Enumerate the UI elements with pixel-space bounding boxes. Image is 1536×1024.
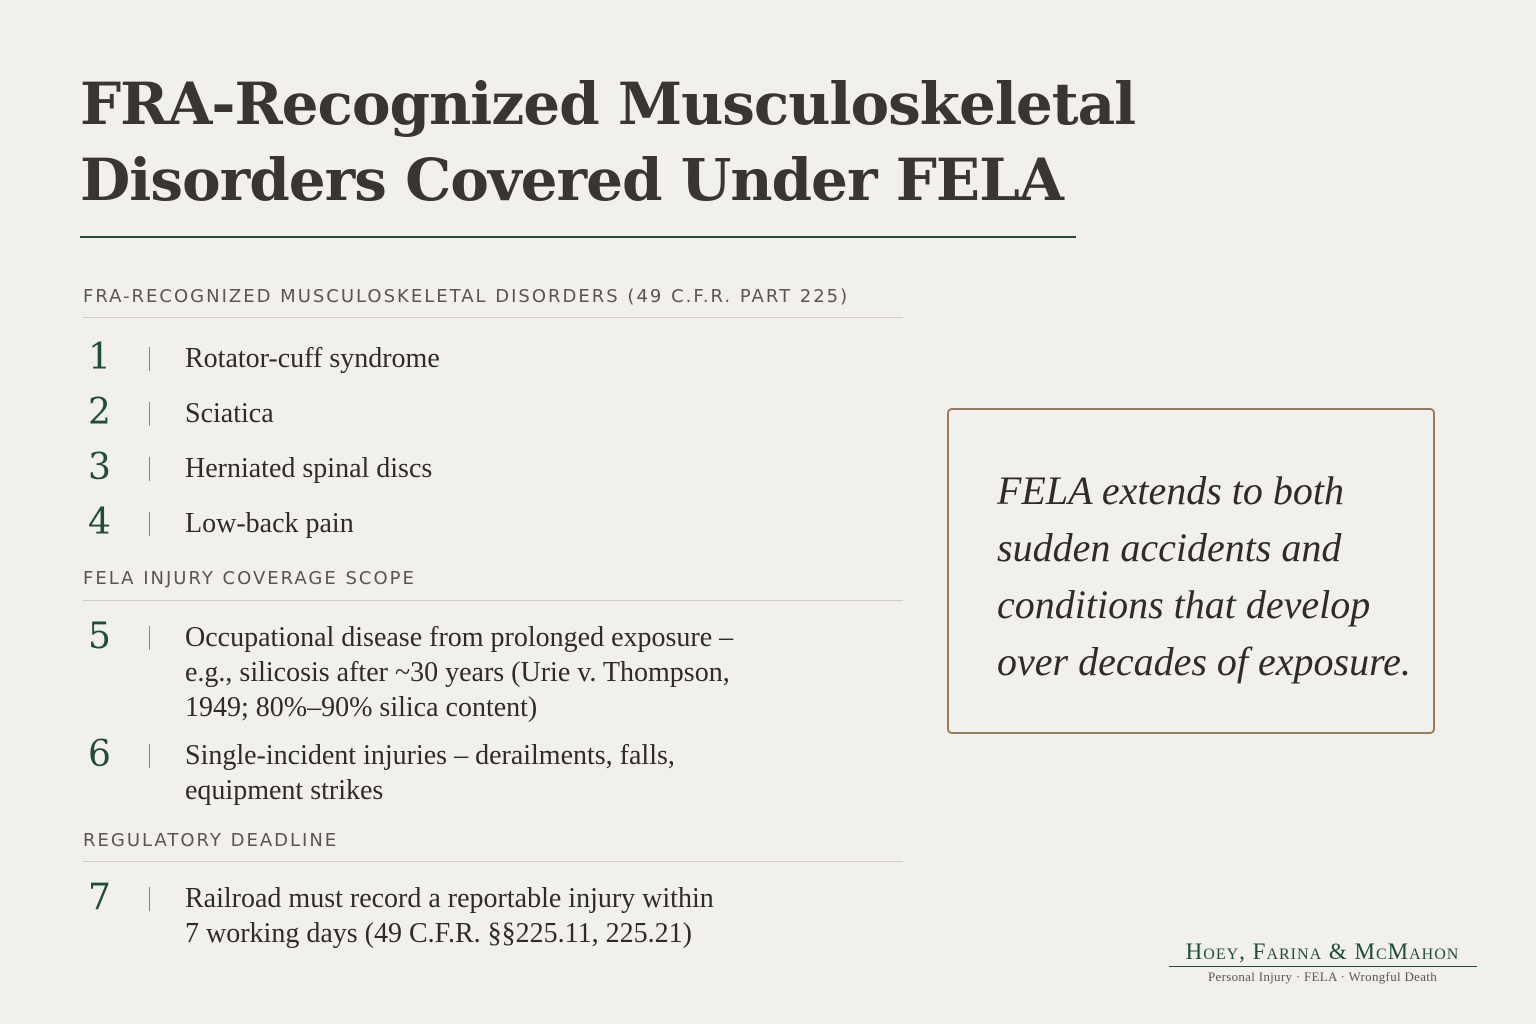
- title-divider: [80, 236, 1076, 238]
- section-header-coverage: FELA INJURY COVERAGE SCOPE: [83, 568, 416, 589]
- item-separator: [149, 402, 150, 426]
- item-number: 2: [88, 392, 111, 433]
- item-separator: [149, 457, 150, 481]
- page-title: [80, 66, 1180, 218]
- section-header-deadline: REGULATORY DEADLINE: [83, 830, 339, 851]
- page-title-line-1: FRA-Recognized Musculoskeletal: [80, 70, 1136, 138]
- item-number: 1: [88, 337, 111, 378]
- item-text: [185, 396, 805, 431]
- item-text-line: 7 working days (49 C.F.R. §§225.11, 225.21): [185, 918, 692, 949]
- item-text: [185, 620, 805, 725]
- item-separator: [149, 887, 150, 911]
- callout-line: FELA extends to both: [997, 468, 1344, 513]
- item-number: 4: [88, 502, 111, 543]
- callout-text: [997, 462, 1427, 690]
- section-divider: [83, 861, 903, 862]
- item-separator: [149, 744, 150, 768]
- item-separator: [149, 626, 150, 650]
- callout-box: [947, 408, 1435, 734]
- item-text-line: Low-back pain: [185, 508, 354, 539]
- item-text-line: Occupational disease from prolonged exposure –: [185, 622, 734, 653]
- item-number: 5: [88, 616, 111, 657]
- section-divider: [83, 600, 903, 601]
- firm-tagline: Personal Injury · FELA · Wrongful Death: [1207, 969, 1437, 984]
- item-text: [185, 738, 805, 808]
- callout-line: sudden accidents and: [997, 525, 1342, 570]
- firm-name: Hoey, Farina & McMahon: [1185, 939, 1460, 964]
- firm-logo: [1160, 938, 1485, 987]
- item-text-line: Sciatica: [185, 398, 274, 429]
- item-text-line: Rotator-cuff syndrome: [185, 343, 440, 374]
- callout-line: conditions that develop: [997, 582, 1371, 627]
- item-separator: [149, 347, 150, 371]
- item-number: 3: [88, 447, 111, 488]
- item-text-line: 1949; 80%–90% silica content): [185, 692, 538, 723]
- item-text: [185, 506, 805, 541]
- item-text: [185, 451, 805, 486]
- item-number: 7: [88, 877, 111, 918]
- page-title-line-2: Disorders Covered Under FELA: [80, 146, 1063, 214]
- item-number: 6: [88, 734, 111, 775]
- item-text-line: Railroad must record a reportable injury within: [185, 883, 714, 914]
- item-text-line: Herniated spinal discs: [185, 453, 433, 484]
- item-text-line: e.g., silicosis after ~30 years (Urie v. Thompson,: [185, 657, 730, 688]
- item-text-line: equipment strikes: [185, 775, 384, 806]
- item-text-line: Single-incident injuries – derailments, falls,: [185, 740, 675, 771]
- callout-line: over decades of exposure.: [997, 639, 1411, 684]
- item-text: [185, 881, 805, 951]
- item-separator: [149, 512, 150, 536]
- section-header-disorders: FRA-RECOGNIZED MUSCULOSKELETAL DISORDERS (49 C.F.R. PART 225): [83, 286, 850, 307]
- section-divider: [83, 317, 903, 318]
- item-text: [185, 341, 805, 376]
